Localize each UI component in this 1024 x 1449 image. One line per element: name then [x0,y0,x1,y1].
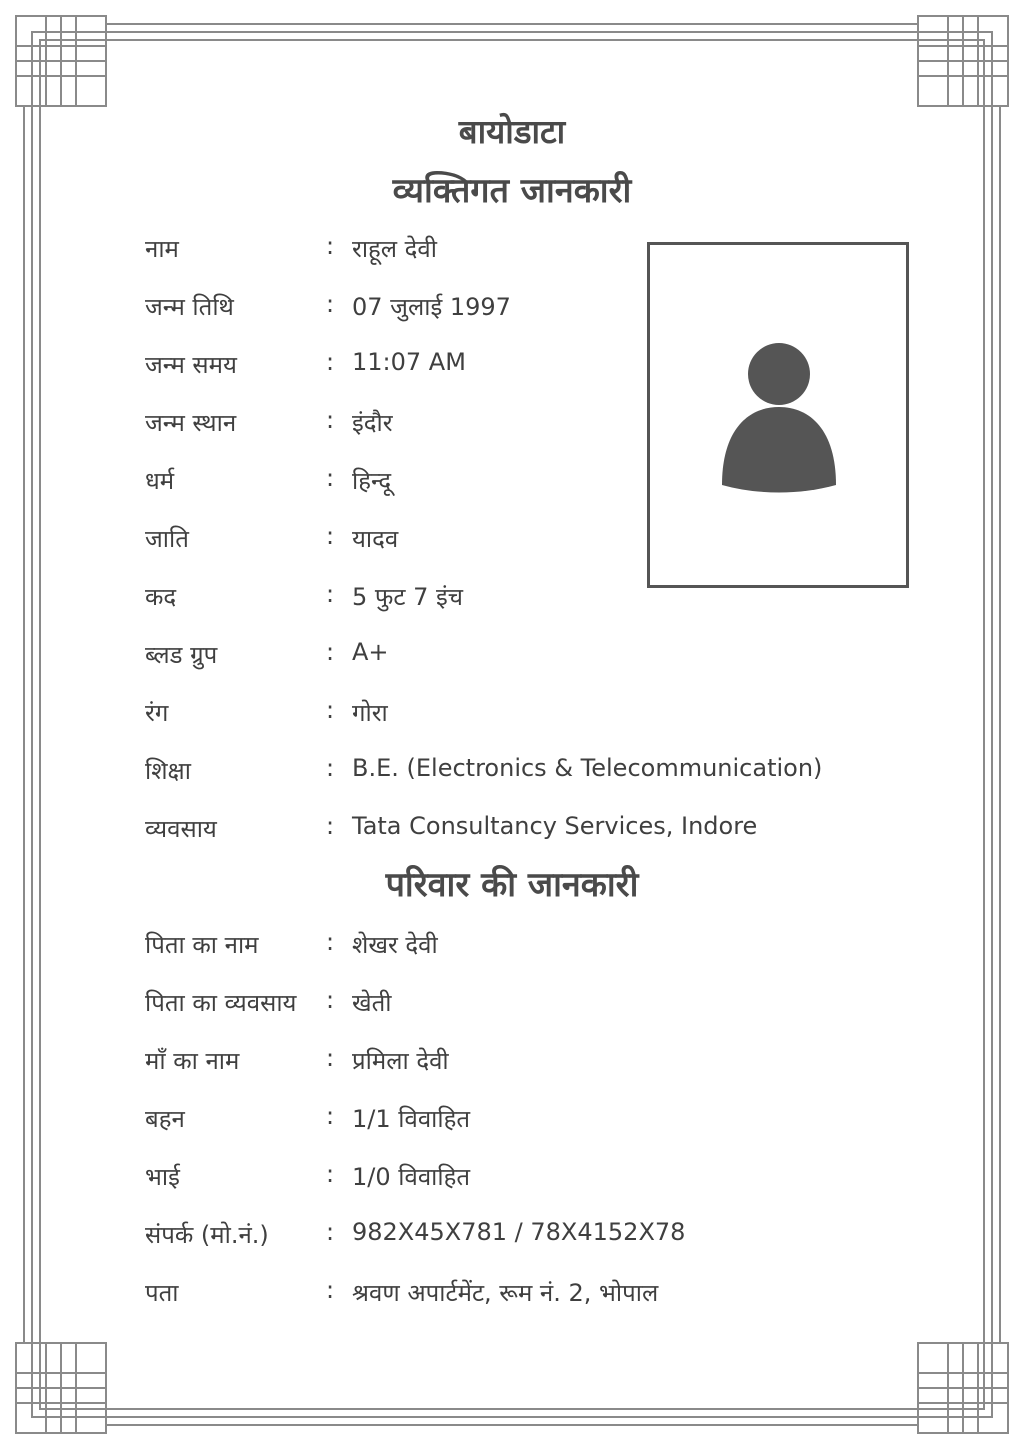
row-label: रंग [145,699,169,727]
family-row-sister [0,1102,1024,1142]
row-value: इंदौर [352,409,393,437]
family-row-father-name [0,928,1024,968]
corner-ornament-bottom-left [16,1343,106,1433]
row-value: 982X45X781 / 78X4152X78 [352,1218,686,1246]
row-separator: : [326,1102,335,1130]
row-value: 1/0 विवाहित [352,1163,471,1191]
family-row-brother [0,1160,1024,1200]
document-title: बायोडाटा [458,112,566,151]
personal-info-heading: व्यक्तिगत जानकारी [392,171,632,211]
row-label: संपर्क (मो.नं.) [145,1221,269,1249]
row-separator: : [326,638,335,666]
row-separator: : [326,464,335,492]
family-row-address [0,1276,1024,1316]
row-label: माँ का नाम [145,1047,240,1075]
row-value: हिन्दू [352,467,392,495]
row-label: शिक्षा [145,757,191,785]
row-value: खेती [352,989,392,1017]
row-separator: : [326,1160,335,1188]
row-value: A+ [352,638,389,666]
row-label: पिता का नाम [145,931,259,959]
family-row-mother-name [0,1044,1024,1084]
row-value: श्रवण अपार्टमेंट, रूम नं. 2, भोपाल [352,1279,659,1307]
photo-placeholder [647,242,909,588]
corner-ornament-bottom-right [918,1343,1008,1433]
row-label: धर्म [145,467,175,495]
row-separator: : [326,522,335,550]
info-row-complexion [0,696,1024,736]
row-separator: : [326,928,335,956]
row-label: पता [145,1279,179,1307]
row-value: प्रमिला देवी [352,1047,449,1075]
family-row-contact [0,1218,1024,1258]
row-separator: : [326,290,335,318]
row-label: ब्लड ग्रुप [145,641,218,669]
row-label: व्यवसाय [145,815,217,843]
row-separator: : [326,348,335,376]
family-info-heading: परिवार की जानकारी [385,865,639,905]
row-label: बहन [145,1105,185,1133]
row-label: जन्म समय [145,351,237,379]
row-value: शेखर देवी [352,931,438,959]
row-separator: : [326,1276,335,1304]
row-separator: : [326,696,335,724]
row-value: Tata Consultancy Services, Indore [352,812,758,840]
row-value: 5 फुट 7 इंच [352,583,464,611]
row-separator: : [326,232,335,260]
row-value: 11:07 AM [352,348,466,376]
row-label: नाम [145,235,179,263]
row-label: भाई [145,1163,180,1191]
row-separator: : [326,580,335,608]
row-value: राहूल देवी [352,235,437,263]
row-label: जन्म तिथि [145,293,234,321]
user-avatar-icon [650,245,906,585]
row-value: 1/1 विवाहित [352,1105,471,1133]
row-separator: : [326,1044,335,1072]
row-value: गोरा [352,699,388,727]
row-separator: : [326,1218,335,1246]
corner-ornament-top-right [918,16,1008,106]
info-row-education [0,754,1024,794]
info-row-blood-group [0,638,1024,678]
row-value: B.E. (Electronics & Telecommunication) [352,754,823,782]
row-separator: : [326,986,335,1014]
info-row-occupation [0,812,1024,852]
row-value: यादव [352,525,399,553]
row-separator: : [326,754,335,782]
row-separator: : [326,406,335,434]
row-value: 07 जुलाई 1997 [352,293,511,321]
row-label: जन्म स्थान [145,409,237,437]
row-label: पिता का व्यवसाय [145,989,297,1017]
row-separator: : [326,812,335,840]
family-row-father-occupation [0,986,1024,1026]
corner-ornament-top-left [16,16,106,106]
row-label: कद [145,583,177,611]
row-label: जाति [145,525,189,553]
